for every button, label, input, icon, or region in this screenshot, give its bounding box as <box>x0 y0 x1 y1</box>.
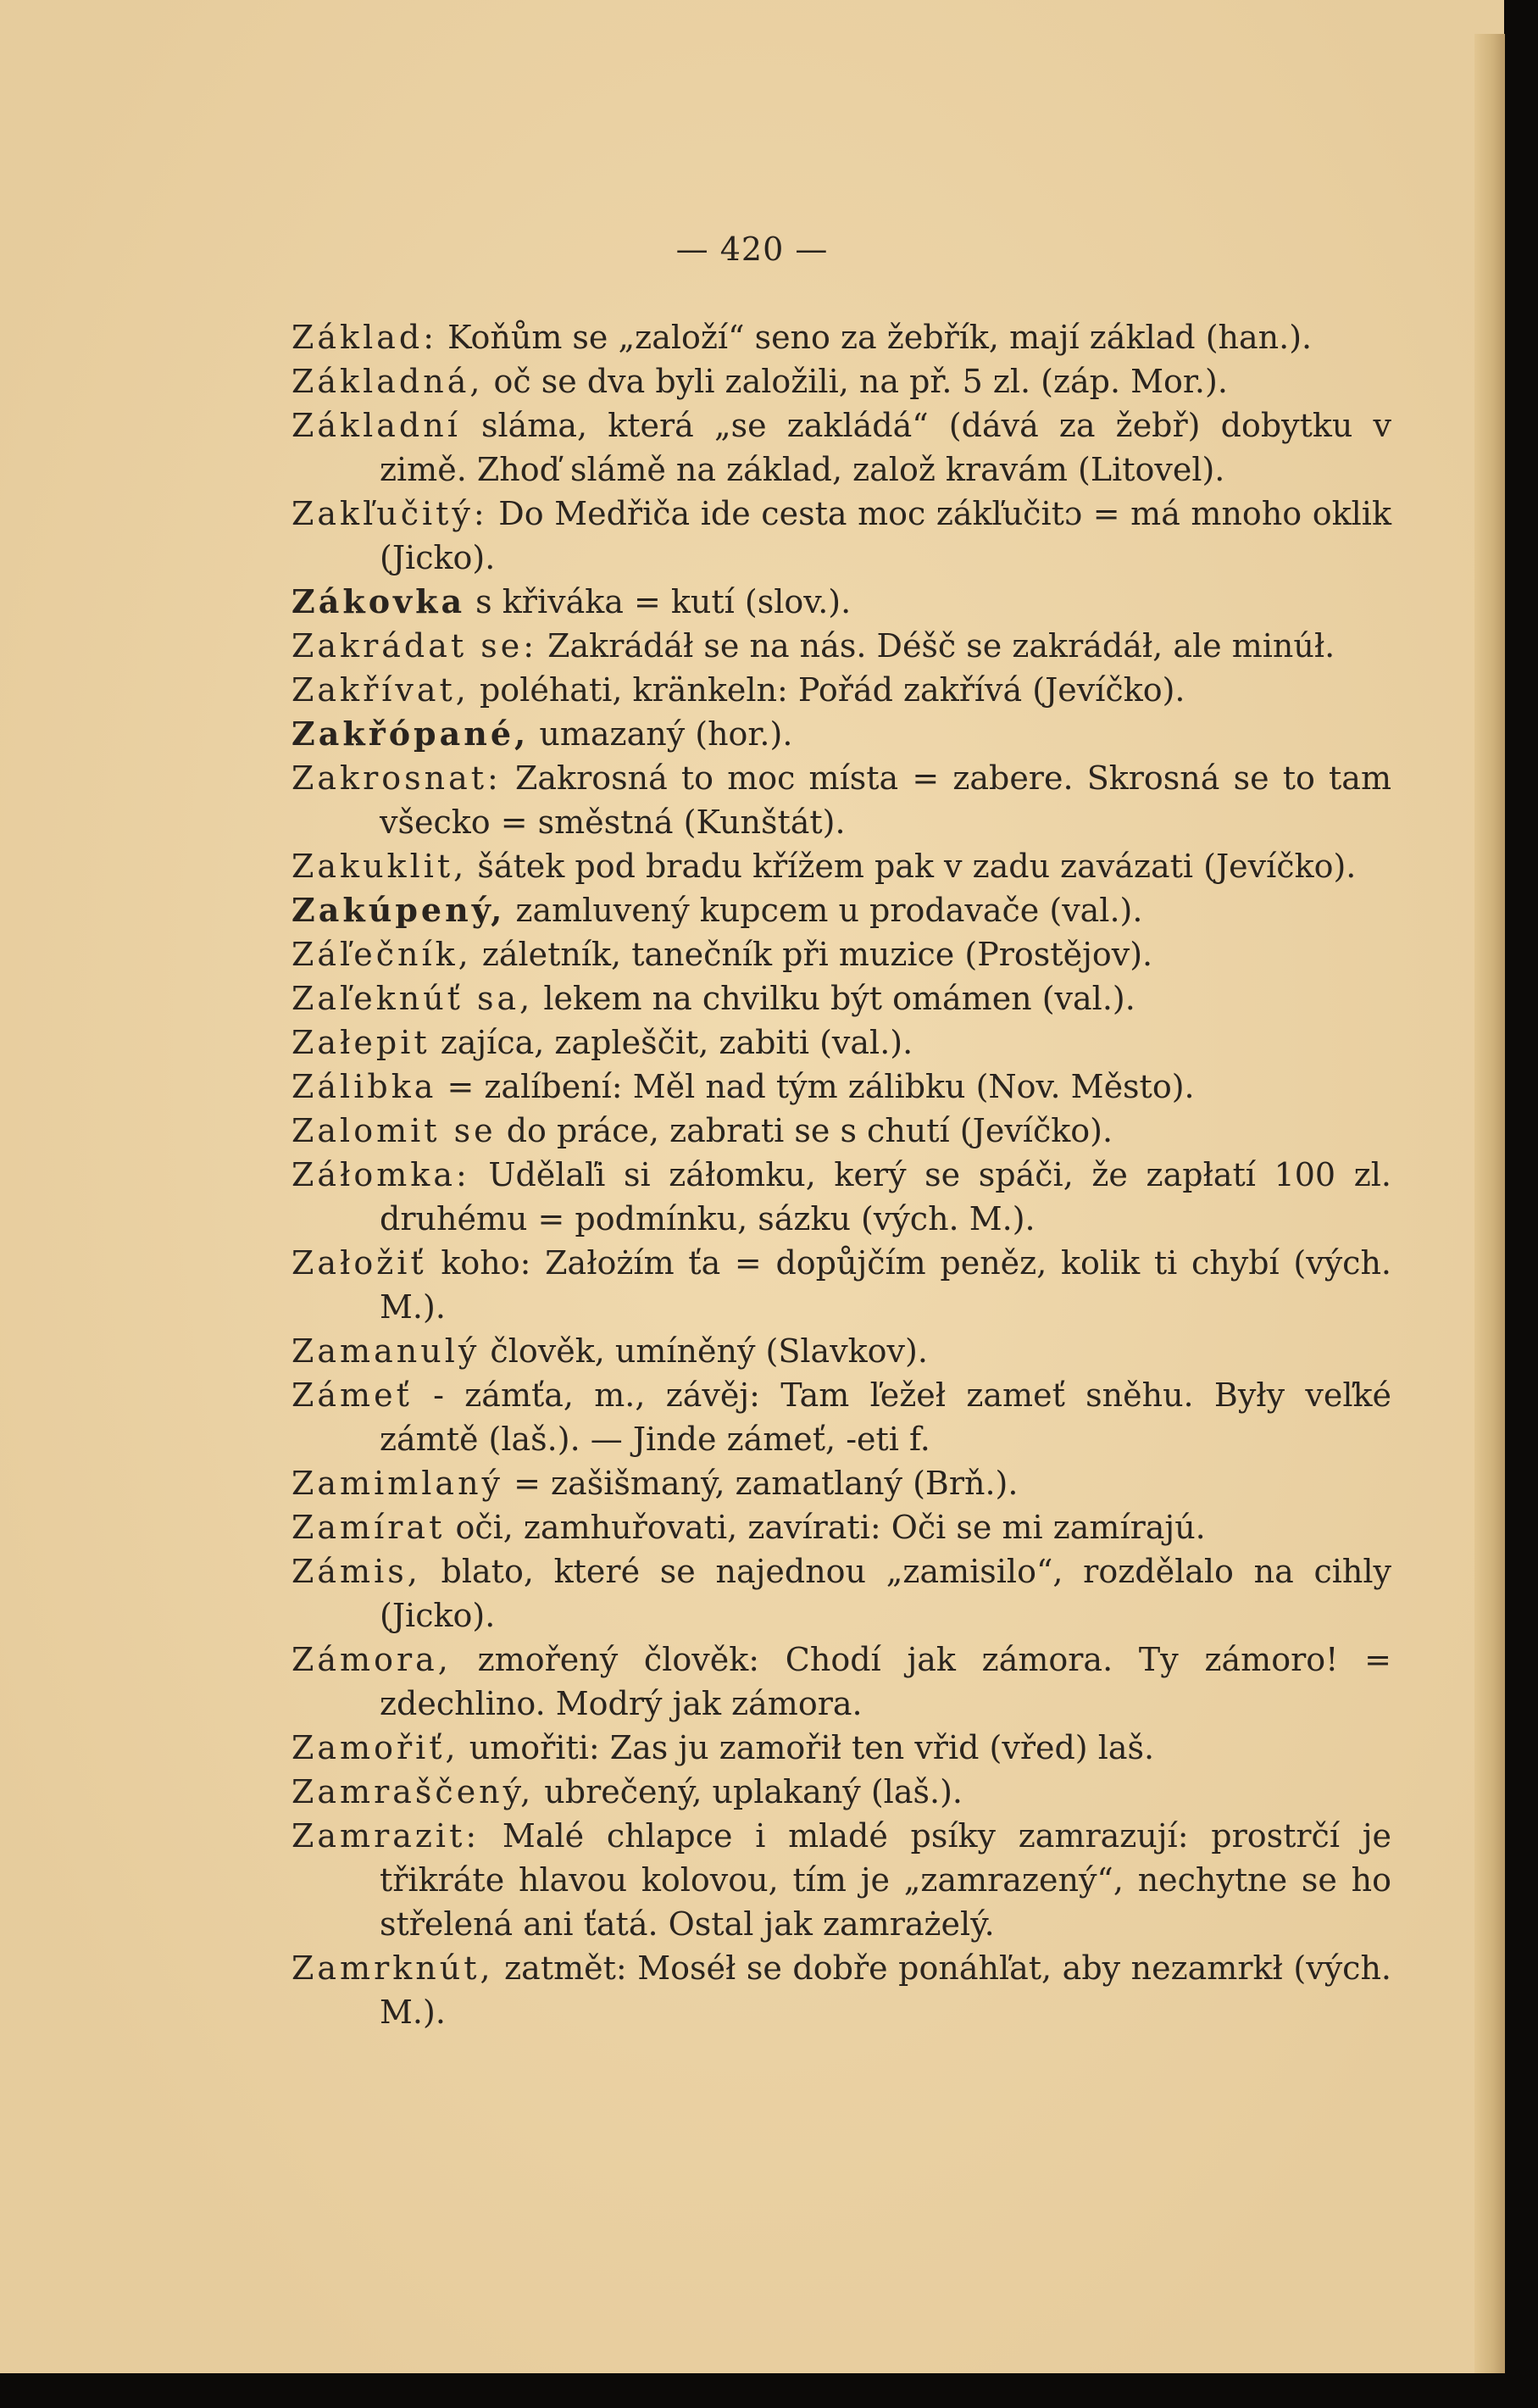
entry-definition: = zalíbení: Měl nad tým zálibku (Nov. Město). <box>447 1068 1195 1105</box>
dictionary-entry <box>291 1814 1391 1946</box>
dictionary-entry <box>291 624 1391 668</box>
entry-headword: Zakřívat, <box>291 671 469 709</box>
dictionary-entry <box>291 1770 1391 1814</box>
dictionary-entry <box>291 1329 1391 1373</box>
entry-definition: sláma, která „se zakládá“ (dává za žebř) dobytku v zimě. Zhoď slámě na základ, založ kravám (Litovel). <box>380 407 1391 488</box>
entry-headword: Załepit <box>291 1024 430 1061</box>
entry-headword: Zákovka <box>291 582 466 620</box>
entry-headword: Zakľučitý: <box>291 495 488 532</box>
entry-headword: Zakuklit, <box>291 848 468 885</box>
entry-definition: ubrečený, uplakaný (laš.). <box>544 1773 963 1810</box>
entry-definition: Malé chlapce i mladé psíky zamrazují: prostrčí je třikráte hlavou kolovou, tím je „zamrazený“, nechytne se ho střelená ani ťatá. Ostal jak zamrażelý. <box>380 1817 1391 1943</box>
entry-headword: Zakřópané, <box>291 715 530 753</box>
entry-definition: do práce, zabrati se s chutí (Jevíčko). <box>506 1112 1113 1149</box>
entry-definition: = zašišmaný, zamatlaný (Brň.). <box>514 1465 1019 1502</box>
entry-headword: Zakrosnat: <box>291 759 502 797</box>
dictionary-entry <box>291 1153 1391 1241</box>
dictionary-entry <box>291 1020 1391 1065</box>
dictionary-entry <box>291 668 1391 712</box>
entry-definition: záletník, tanečník při muzice (Prostějov). <box>481 936 1153 973</box>
entry-headword: Zakrádat se: <box>291 627 538 665</box>
entry-headword: Zaľeknúť sa, <box>291 980 534 1017</box>
entry-definition: koho: Założím ťa = dopůjčím peněz, kolik ti chybí (vých. M.). <box>380 1244 1391 1326</box>
entry-headword: Zámeť <box>291 1376 413 1414</box>
entry-definition: šátek pod bradu křížem pak v zadu zavázati (Jevíčko). <box>477 848 1357 885</box>
entry-definition: zajíca, zapleščit, zabiti (val.). <box>440 1024 913 1061</box>
entry-definition: - zámťa, m., závěj: Tam ľežeł zameť sněhu. Były veľké zámtě (laš.). — Jinde zámeť, -eti f. <box>380 1376 1391 1458</box>
dictionary-entry <box>291 1065 1391 1109</box>
dictionary-entry <box>291 844 1391 888</box>
entry-headword: Zálibka <box>291 1068 437 1105</box>
dictionary-entry <box>291 1373 1391 1461</box>
dictionary-entry <box>291 1461 1391 1505</box>
dictionary-entry <box>291 756 1391 844</box>
dictionary-entry <box>291 359 1391 403</box>
dictionary-entry <box>291 1946 1391 2034</box>
entry-headword: Zamimlaný <box>291 1465 504 1502</box>
dictionary-entry <box>291 712 1391 756</box>
dictionary-entry <box>291 976 1391 1020</box>
entry-definition: lekem na chvilku být omámen (val.). <box>543 980 1135 1017</box>
page-edge <box>1474 34 1505 2373</box>
entry-headword: Zamrknút, <box>291 1949 494 1987</box>
entry-definition: umazaný (hor.). <box>539 715 793 753</box>
entry-headword: Zamrazit: <box>291 1817 480 1855</box>
dictionary-entries <box>291 315 1391 2034</box>
entry-headword: Zakúpený, <box>291 891 506 929</box>
entry-definition: s křiváka = kutí (slov.). <box>475 583 852 620</box>
entry-headword: Zámora, <box>291 1641 452 1678</box>
entry-definition: oč se dva byli založili, na př. 5 zl. (záp. Mor.). <box>493 363 1228 400</box>
entry-headword: Základná, <box>291 363 484 400</box>
dictionary-entry <box>291 580 1391 624</box>
dictionary-entry <box>291 932 1391 976</box>
dictionary-entry <box>291 492 1391 580</box>
dictionary-entry <box>291 1638 1391 1726</box>
entry-headword: Základ: <box>291 319 438 356</box>
entry-definition: Do Medřiča ide cesta moc zákľučitɔ = má mnoho oklik (Jicko). <box>380 495 1391 576</box>
entry-definition: člověk, umíněný (Slavkov). <box>490 1332 928 1370</box>
entry-headword: Zamanulý <box>291 1332 480 1370</box>
entry-definition: zamluvený kupcem u prodavače (val.). <box>515 892 1143 929</box>
entry-definition: zmořený člověk: Chodí jak zámora. Ty zámoro! = zdechlino. Modrý jak zámora. <box>380 1641 1391 1722</box>
entry-headword: Załožiť <box>291 1244 427 1282</box>
entry-definition: poléhati, kränkeln: Pořád zakřívá (Jevíčko). <box>479 671 1185 709</box>
entry-headword: Záłomka: <box>291 1156 470 1193</box>
entry-definition: oči, zamhuřovati, zavírati: Oči se mi zamírajú. <box>455 1509 1206 1546</box>
entry-definition: Zakrosná to moc místa = zabere. Skrosná se to tam všecko = směstná (Kunštát). <box>380 759 1391 841</box>
entry-definition: Udělaľi si záłomku, kerý se spáči, že zapłatí 100 zl. druhému = podmínku, sázku (vých. M.). <box>380 1156 1391 1237</box>
entry-headword: Zamraščený, <box>291 1773 535 1810</box>
dictionary-entry <box>291 403 1391 492</box>
entry-headword: Zámis, <box>291 1553 421 1590</box>
entry-definition: Koňům se „založí“ seno za žebřík, mají základ (han.). <box>447 319 1313 356</box>
dictionary-entry <box>291 1505 1391 1549</box>
entry-headword: Zalomit se <box>291 1112 497 1149</box>
dictionary-entry <box>291 1726 1391 1770</box>
entry-headword: Záľečník, <box>291 936 472 973</box>
entry-headword: Zamořiť, <box>291 1729 459 1766</box>
entry-definition: zatmět: Moséł se dobře ponáhľat, aby nezamrkł (vých. M.). <box>380 1949 1391 2031</box>
dictionary-entry <box>291 315 1391 359</box>
dictionary-entry <box>291 1109 1391 1153</box>
entry-definition: blato, které se najednou „zamisilo“, rozdělalo na cihly (Jicko). <box>380 1553 1391 1634</box>
dictionary-entry <box>291 888 1391 932</box>
entry-headword: Zamírat <box>291 1509 446 1546</box>
entry-headword: Základní <box>291 407 461 444</box>
dictionary-entry <box>291 1241 1391 1329</box>
entry-definition: umořiti: Zas ju zamořił ten vřid (vřed) laš. <box>469 1729 1155 1766</box>
entry-definition: Zakrádáł se na nás. Déšč se zakrádáł, ale minúł. <box>547 627 1335 665</box>
dictionary-entry <box>291 1549 1391 1638</box>
page-number: — 420 — <box>675 231 829 268</box>
